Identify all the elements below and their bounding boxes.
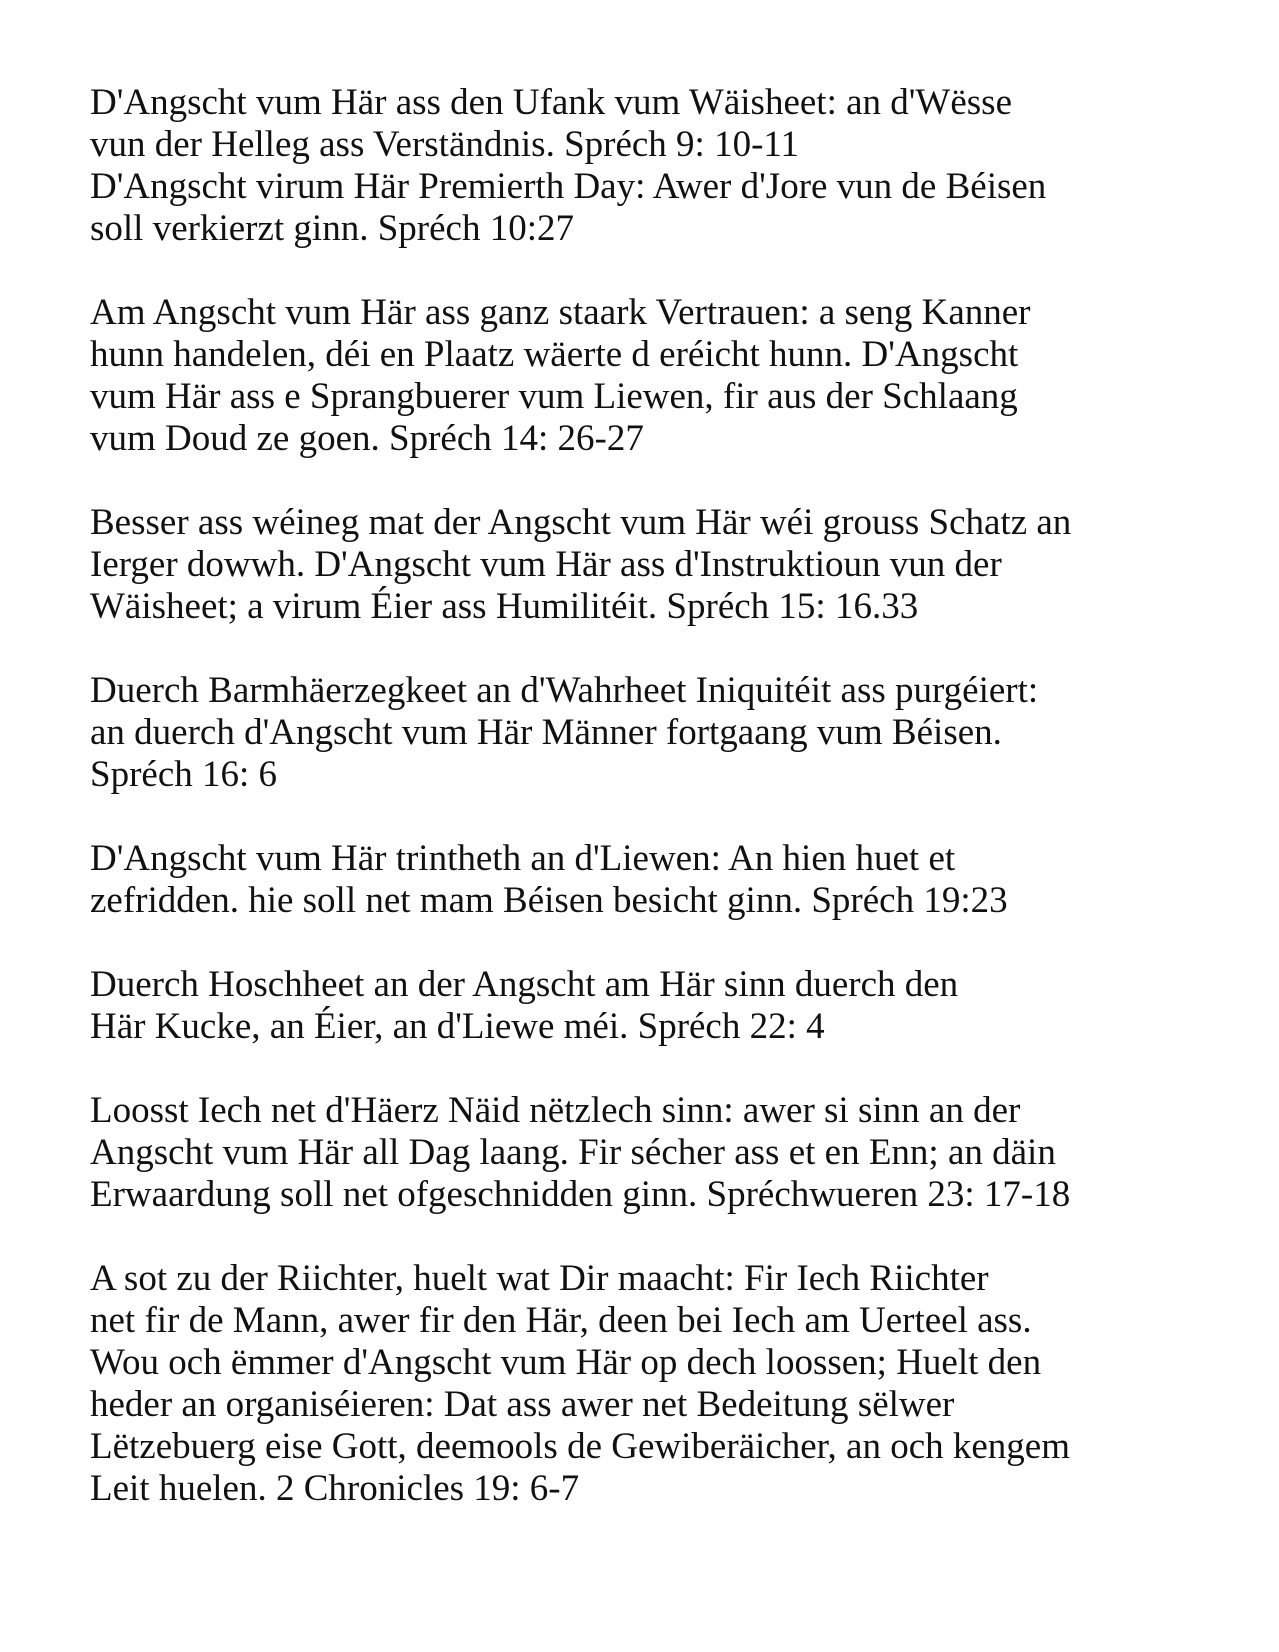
text-line: Erwaardung soll net ofgeschnidden ginn. Spréchwueren 23: 17-18 [90,1174,1071,1215]
paragraph-5 [90,838,1230,922]
text-line: Besser ass wéineg mat der Angscht vum Här wéi grouss Schatz an [90,502,1072,543]
text-line: heder an organiséieren: Dat ass awer net Bedeitung sëlwer [90,1384,955,1425]
text-line: Ierger dowwh. D'Angscht vum Här ass d'Instruktioun vun der [90,544,1002,585]
text-line: hunn handelen, déi en Plaatz wäerte d eréicht hunn. D'Angscht [90,334,1019,375]
text-line: an duerch d'Angscht vum Här Männer fortgaang vum Béisen. [90,712,1002,753]
text-line: Här Kucke, an Éier, an d'Liewe méi. Spréch 22: 4 [90,1006,825,1047]
text-line: Wäisheet; a virum Éier ass Humilitéit. Spréch 15: 16.33 [90,586,919,627]
text-line: D'Angscht vum Här trintheth an d'Liewen: An hien huet et [90,838,956,879]
text-line: Duerch Barmhäerzegkeet an d'Wahrheet Iniquitéit ass purgéiert: [90,670,1039,711]
text-line: A sot zu der Riichter, huelt wat Dir maacht: Fir Iech Riichter [90,1258,989,1299]
paragraph-3 [90,502,1230,628]
text-line: Duerch Hoschheet an der Angscht am Här sinn duerch den [90,964,959,1005]
text-line: vum Här ass e Sprangbuerer vum Liewen, fir aus der Schlaang [90,376,1018,417]
document-page [90,82,1230,1552]
paragraph-4 [90,670,1230,796]
text-line: Angscht vum Här all Dag laang. Fir sécher ass et en Enn; an däin [90,1132,1056,1173]
text-line: Lëtzebuerg eise Gott, deemools de Gewiberäicher, an och kengem [90,1426,1070,1467]
paragraph-1 [90,82,1230,250]
paragraph-2 [90,292,1230,460]
text-line: vum Doud ze goen. Spréch 14: 26-27 [90,418,644,459]
text-line: Spréch 16: 6 [90,754,278,795]
text-line: net fir de Mann, awer fir den Här, deen bei Iech am Uerteel ass. [90,1300,1032,1341]
text-line: zefridden. hie soll net mam Béisen besicht ginn. Spréch 19:23 [90,880,1008,921]
paragraph-7 [90,1090,1230,1216]
text-line: Wou och ëmmer d'Angscht vum Här op dech loossen; Huelt den [90,1342,1042,1383]
text-line: Leit huelen. 2 Chronicles 19: 6-7 [90,1468,580,1509]
text-line: Loosst Iech net d'Häerz Näid nëtzlech sinn: awer si sinn an der [90,1090,1021,1131]
text-line: D'Angscht vum Här ass den Ufank vum Wäisheet: an d'Wësse [90,82,1013,123]
text-line: vun der Helleg ass Verständnis. Spréch 9: 10-11 [90,124,800,165]
paragraph-8 [90,1258,1230,1510]
text-line: D'Angscht virum Här Premierth Day: Awer d'Jore vun de Béisen [90,166,1047,207]
paragraph-6 [90,964,1230,1048]
text-line: Am Angscht vum Här ass ganz staark Vertrauen: a seng Kanner [90,292,1031,333]
text-line: soll verkierzt ginn. Spréch 10:27 [90,208,574,249]
